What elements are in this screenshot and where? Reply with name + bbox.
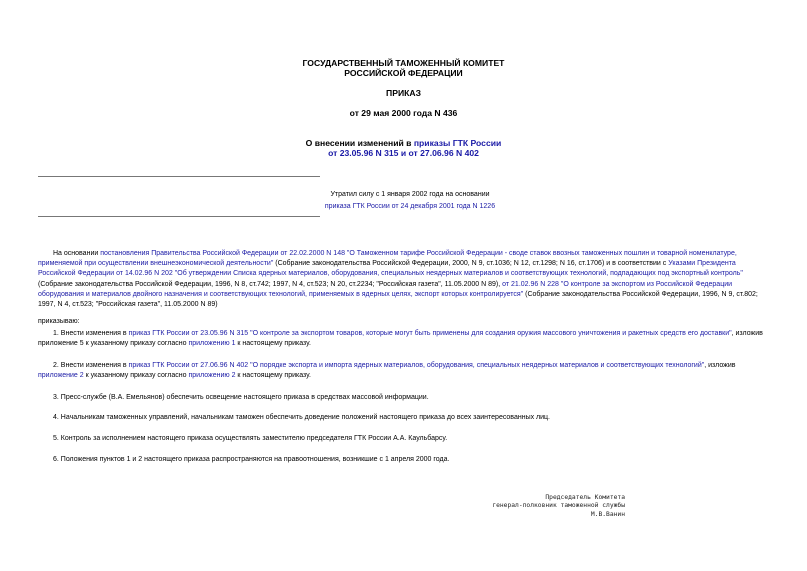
divider-bottom [38, 216, 320, 217]
status-link[interactable]: приказа ГТК России от 24 декабря 2001 года N 1226 [324, 203, 496, 210]
item-6: 6. Положения пунктов 1 и 2 настоящего приказа распространяются на правоотношения, возникшие с 1 апреля 2000 года. [53, 456, 450, 463]
order-word: приказываю: [38, 318, 80, 325]
item-2 [38, 361, 770, 381]
document-title [0, 138, 807, 148]
preamble-text-4: (Собрание законодательства Российской Федерации, 1996, N 9, ст.802; 1997, N 4, ст.523; "Российская газета", 11.05.2000 N 89) [38, 290, 758, 309]
item-3: 3. Пресс-службе (В.А. Емельянов) обеспечить освещение настоящего приказа в средствах массовой информации. [53, 394, 429, 401]
preamble-text-2: (Собрание законодательства Российской Федерации, 2000, N 9, ст.1036; N 12, ст.1298; N 16, ст.1706) и в соответствии с [273, 260, 669, 268]
item-1-text-3: к настоящему приказу. [235, 340, 311, 348]
document-header [0, 58, 807, 158]
item-2-text-4: к настоящему приказу. [235, 372, 311, 380]
signature-block [492, 494, 625, 519]
item-2-link-appendix[interactable]: приложение 2 [38, 372, 84, 380]
item-2-text-1: 2. Внести изменения в [53, 362, 129, 369]
issuer-line-2: РОССИЙСКОЙ ФЕДЕРАЦИИ [344, 68, 463, 78]
item-2-text-2: , изложив [704, 362, 736, 369]
item-5: 5. Контроль за исполнением настоящего приказа осуществлять заместителю председателя ГТК России А.А. Каульбарсу. [53, 435, 448, 442]
preamble-link-ukaz-228[interactable]: от 21.02.96 N 228 "О контроле за экспортом из Российской Федерации оборудования и материалов двойного назначения и соответствующих технологий, применяемых в ядерных целях, экспорт которых контролируется" [38, 280, 733, 298]
issuer-line-1: ГОСУДАРСТВЕННЫЙ ТАМОЖЕННЫЙ КОМИТЕТ [302, 58, 505, 68]
preamble-paragraph [38, 249, 770, 310]
document-type: ПРИКАЗ [386, 88, 421, 98]
title-link[interactable]: приказы ГТК России [413, 138, 502, 148]
item-2-text-3: к указанному приказу согласно [83, 372, 189, 380]
item-1 [38, 329, 770, 349]
signature-name: М.В.Ванин [590, 510, 625, 518]
signature-position: Председатель Комитета [545, 494, 625, 501]
item-1-text-1: 1. Внести изменения в [53, 330, 129, 337]
status-note [300, 190, 520, 211]
item-1-link-order[interactable]: приказ ГТК России от 23.05.96 N 315 "О контроле за экспортом товаров, которые могут быть применены для создания оружия массового уничтожения и ракетных средств его доставки" [128, 330, 732, 337]
item-2-link-appendix-new[interactable]: приложению 2 [188, 372, 236, 380]
status-text: Утратил силу с 1 января 2002 года на основании [330, 191, 490, 198]
item-1-link-appendix[interactable]: приложению 1 [188, 340, 236, 348]
item-2-link-order[interactable]: приказ ГТК России от 27.06.96 N 402 "О порядке экспорта и импорта ядерных материалов, оборудования, специальных неядерных материалов и соответствующих технологий" [128, 362, 705, 369]
preamble-link-decree[interactable]: постановления Правительства Российской Федерации от 22.02.2000 N 148 "О Таможенном тарифе Российской Федерации - своде ставок ввозных таможенных пошлин и товарной номенклатуре, применяемой при осуществлении внешнеэкономической деятельности" [38, 250, 737, 268]
signature-rank: генерал-полковник таможенной службы [492, 502, 625, 510]
title-line-2-link[interactable]: от 23.05.96 N 315 и от 27.06.96 N 402 [328, 148, 479, 158]
preamble-text-1: На основании [53, 250, 101, 257]
item-4: 4. Начальникам таможенных управлений, начальникам таможен обеспечить доведение положений настоящего приказа до всех заинтересованных лиц. [53, 414, 550, 421]
title-prefix: О внесении изменений в [305, 138, 414, 148]
item-1-text-2: , изложив приложение 5 к указанному приказу согласно [38, 330, 763, 348]
document-date-number: от 29 мая 2000 года N 436 [349, 108, 458, 118]
divider-top [38, 176, 320, 177]
preamble-text-3: (Собрание законодательства Российской Федерации, 1996, N 8, ст.742; 1997, N 4, ст.523; N 20, ст.2234; "Российская газета", 11.05.2000 N 89), [38, 280, 503, 288]
preamble-link-ukaz-202[interactable]: Указами Президента Российской Федерации от 14.02.96 N 202 "Об утверждении Списка ядерных материалов, оборудования, специальных неядерных материалов и соответствующих технологий, подпадающих под экспортный контроль" [38, 260, 743, 278]
